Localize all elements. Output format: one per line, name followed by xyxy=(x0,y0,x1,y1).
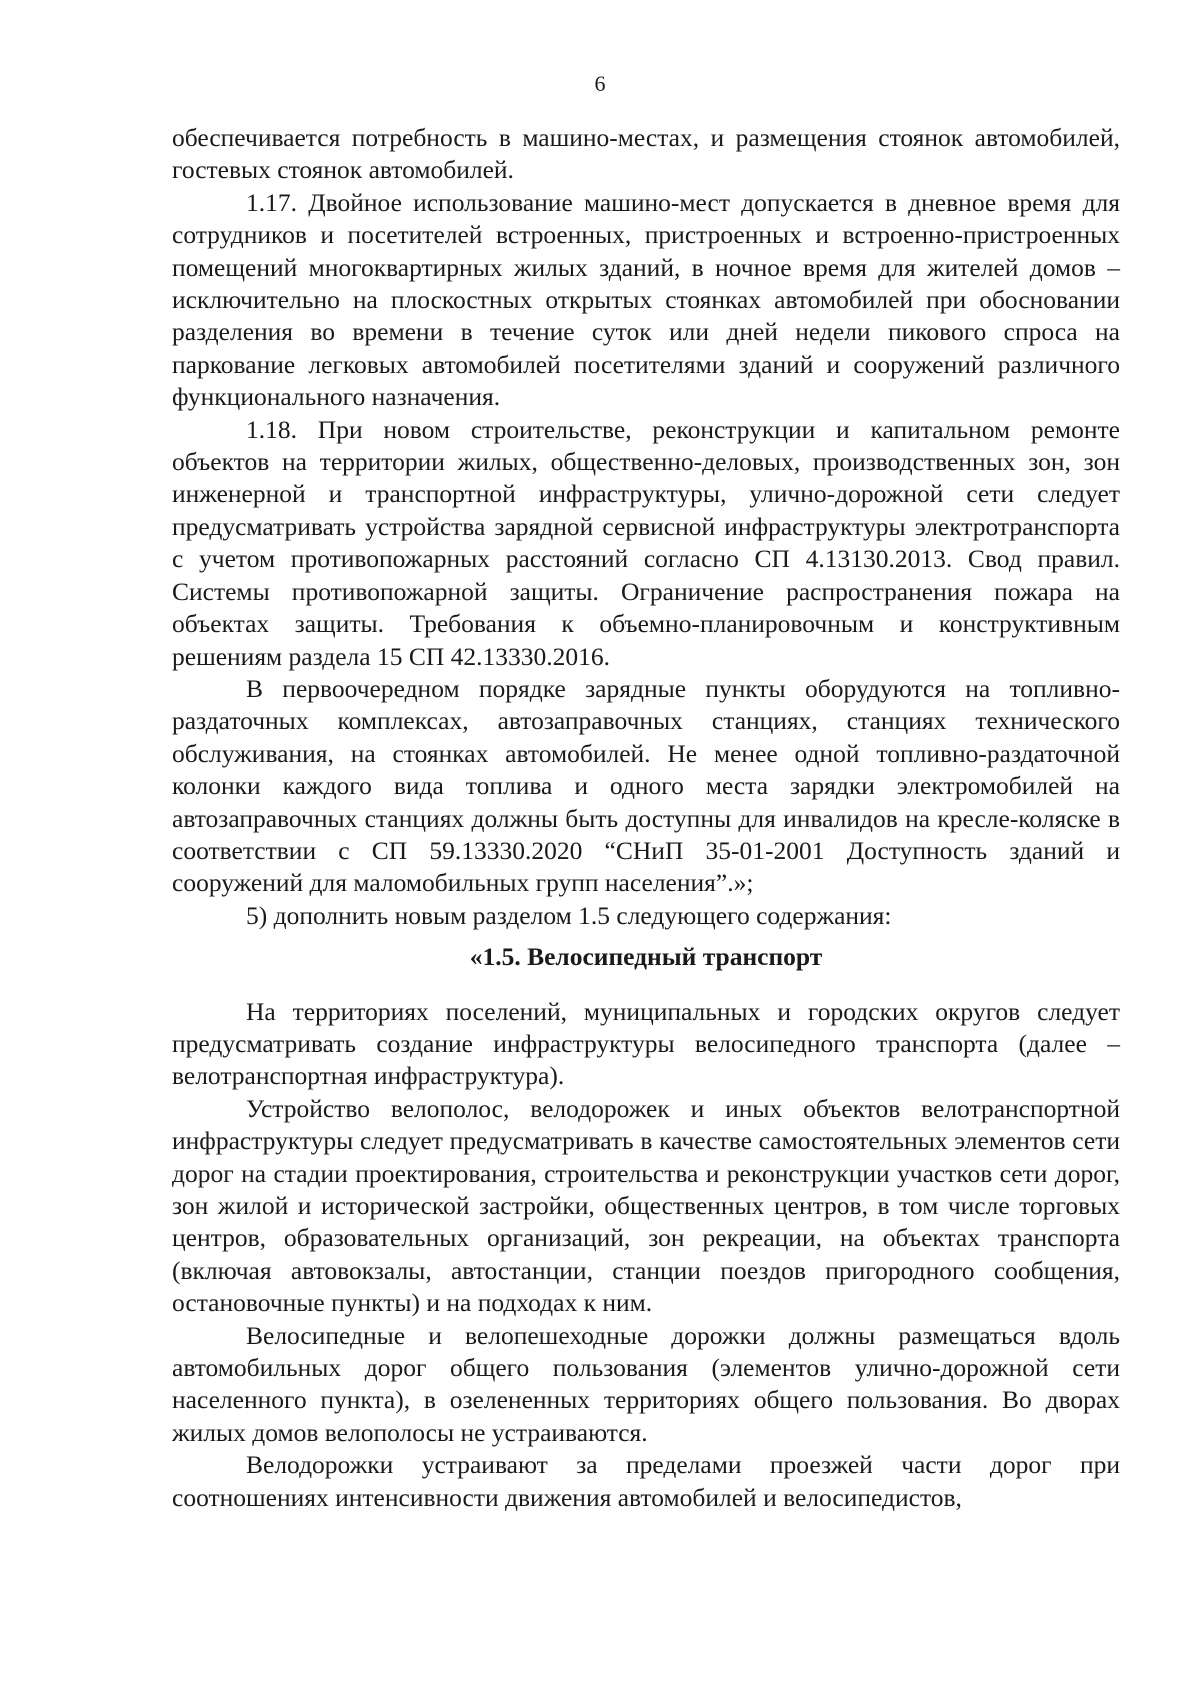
paragraph-continuation: обеспечивается потребность в машино-местах, и размещения стоянок автомобилей, гостевых стоянок автомобилей. xyxy=(172,123,1120,185)
paragraph-bicycle-infrastructure: На территориях поселений, муниципальных и городских округов следует предусматривать создание инфраструктуры велосипедного транспорта (далее – велотранспортная инфраструктура). xyxy=(172,996,1120,1091)
paragraph-1-18: 1.18. При новом строительстве, реконструкции и капитальном ремонте объектов на территории жилых, общественно-деловых, производственных зон, зон инженерной и транспортной инфраструктуры, улично-дорожной сети следует предусматривать устройства зарядной сервисной инфраструктуры электротранспорта с учетом противопожарных расстояний согласно СП 4.13130.2013. Свод правил. Системы противопожарной защиты. Ограничение распространения пожара на объектах защиты. Требования к объемно-планировочным и конструктивным решениям раздела 15 СП 42.13330.2016. xyxy=(172,414,1120,671)
page-number: 6 xyxy=(594,71,606,96)
section-heading: «1.5. Велосипедный транспорт xyxy=(469,942,823,972)
paragraph-bike-paths-traffic: Велодорожки устраивают за пределами проезжей части дорог при соотношениях интенсивности движения автомобилей и велосипедистов, xyxy=(172,1450,1120,1512)
paragraph-charging-points: В первоочередном порядке зарядные пункты оборудуются на топливно-раздаточных комплексах, автозаправочных станциях, станциях технического обслуживания, на стоянках автомобилей. Не менее одной топливно-раздаточной колонки каждого вида топлива и одного места зарядки электромобилей на автозаправочных станциях должны быть доступны для инвалидов на кресле-коляске в соответствии с СП 59.13330.2020 “СНиП 35-01-2001 Доступность зданий и сооружений для маломобильных групп населения”.»; xyxy=(172,673,1120,898)
paragraph-bike-lanes-design: Устройство велополос, велодорожек и иных объектов велотранспортной инфраструктуры следует предусматривать в качестве самостоятельных элементов сети дорог на стадии проектирования, строительства и реконструкции участков сети дорог, зон жилой и исторической застройки, общественных центров, в том числе торговых центров, образовательных организаций, зон рекреации, на объектах транспорта (включая автовокзалы, автостанции, станции поездов пригородного сообщения, остановочные пункты) и на подходах к ним. xyxy=(172,1093,1120,1318)
paragraph-1-17: 1.17. Двойное использование машино-мест допускается в дневное время для сотрудников и посетителей встроенных, пристроенных и встроенно-пристроенных помещений многоквартирных жилых зданий, в ночное время для жителей домов – исключительно на плоскостных открытых стоянках автомобилей при обосновании разделения во времени в течение суток или дней недели пикового спроса на паркование легковых автомобилей посетителями зданий и сооружений различного функционального назначения. xyxy=(172,187,1120,412)
document-body xyxy=(172,122,1120,1514)
paragraph-bike-paths-placement: Велосипедные и велопешеходные дорожки должны размещаться вдоль автомобильных дорог общего пользования (элементов улично-дорожной сети населенного пункта), в озелененных территориях общего пользования. Во дворах жилых домов велополосы не устраиваются. xyxy=(172,1320,1120,1447)
paragraph-item-5: 5) дополнить новым разделом 1.5 следующего содержания: xyxy=(246,900,892,930)
